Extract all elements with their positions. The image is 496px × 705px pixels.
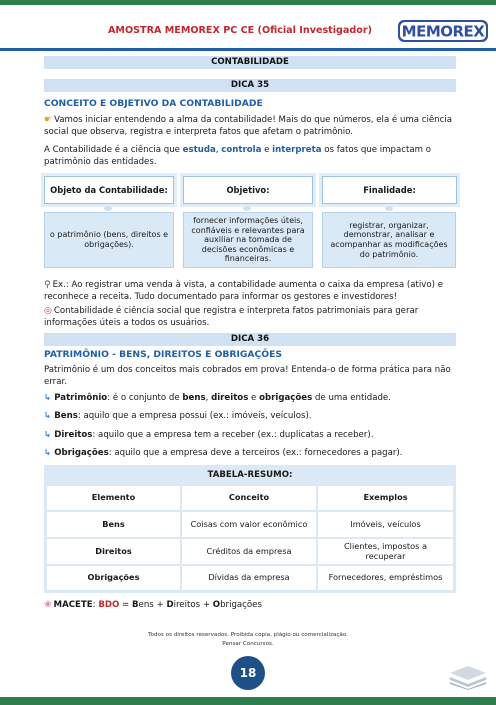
dica36-bar: DICA 36 (44, 333, 456, 346)
table-header-conceito: Conceito (182, 486, 316, 510)
dica35-intro (44, 115, 456, 138)
dica36-intro: Patrimônio é um dos conceitos mais cobrados em prova! Entenda-o de forma prática para não errar. (44, 365, 451, 387)
macete-letter-b: B (131, 600, 139, 610)
target-icon: ◎ (44, 306, 52, 316)
dica35-definition (44, 145, 456, 168)
table-cell: Dívidas da empresa (182, 566, 316, 590)
table-cell: Obrigações (47, 566, 180, 590)
card-connector (104, 206, 112, 211)
def-sep-1: , (215, 145, 222, 155)
macete-plus: + (200, 600, 213, 610)
item-label: Bens (54, 411, 78, 421)
card-objetivo-body: fornecer informações úteis, confiáveis e relevantes para auxiliar na tomada de decisões econômicas e financeiras. (183, 212, 313, 268)
card-objeto-title: Objeto da Contabilidade: (44, 176, 174, 204)
def-post: os fatos que impactam o patrimônio das entidades. (44, 145, 431, 167)
macete-word-rest: ireitos (173, 600, 201, 610)
macete-plus: + (153, 600, 167, 610)
branch-arrow-icon: ↳ (44, 448, 52, 458)
card-finalidade-body: registrar, organizar, demonstrar, analisar e acompanhar as modificações do patrimônio. (322, 212, 456, 268)
table-header-exemplos: Exemplos (318, 486, 453, 510)
macete-colon: : (92, 600, 99, 610)
table-cell: Fornecedores, empréstimos (318, 566, 453, 590)
def-word-interpreta: interpreta (272, 145, 322, 155)
header-rule (0, 48, 496, 51)
card-connector (243, 206, 251, 211)
table-cell: Bens (47, 512, 180, 537)
item-label: Obrigações (54, 448, 109, 458)
item-text: : aquilo que a empresa deve a terceiros (ex.: fornecedores a pagar). (108, 448, 403, 458)
dica36-heading: PATRIMÔNIO - BENS, DIREITOS E OBRIGAÇÕES (44, 349, 282, 360)
section-bar: CONTABILIDADE (44, 56, 456, 69)
macete-word-rest: brigações (220, 600, 262, 610)
page-number: 18 (231, 656, 265, 690)
item-text: de uma entidade. (312, 393, 391, 403)
dica35-example-text: Ex.: Ao registrar uma venda à vista, a contabilidade aumenta o caixa da empresa (ativo) e reconhece a receita. Tudo documentado para informar os gestores e investidores! (44, 280, 443, 302)
branch-arrow-icon: ↳ (44, 411, 52, 421)
item-text: : aquilo que a empresa possui (ex.: imóveis, veículos). (77, 411, 312, 421)
item-bold-direitos: direitos (211, 393, 249, 403)
def-word-controla: controla (221, 145, 262, 155)
table-cell: Créditos da empresa (182, 539, 316, 564)
table-cell: Coisas com valor econômico (182, 512, 316, 537)
dica35-heading: CONCEITO E OBJETIVO DA CONTABILIDADE (44, 98, 263, 109)
item-text: : aquilo que a empresa tem a receber (ex.: duplicatas a receber). (92, 430, 374, 440)
document-title: AMOSTRA MEMOREX PC CE (Oficial Investigador) (108, 25, 372, 36)
dica35-bar: DICA 35 (44, 79, 456, 92)
card-finalidade-title: Finalidade: (322, 176, 457, 204)
def-sep-2: e (261, 145, 273, 155)
table-title: TABELA-RESUMO: (207, 470, 293, 480)
card-connector (385, 206, 393, 211)
item-label: Patrimônio (54, 393, 108, 403)
footer-brand: Pensar Concursos. (222, 641, 274, 647)
dica35-summary-text: Contabilidade é ciência social que registra e interpreta fatos patrimoniais para gerar informações úteis a todos os usuários. (44, 306, 419, 328)
table-header-elemento: Elemento (47, 486, 180, 510)
brain-icon: ❀ (44, 600, 52, 610)
macete-label: MACETE (53, 600, 93, 610)
macete-letter-o: O (212, 600, 221, 610)
stacked-layers-icon (448, 664, 488, 690)
card-objeto-body: o patrimônio (bens, direitos e obrigações). (44, 212, 174, 268)
item-sep: e (248, 393, 260, 403)
def-pre: A Contabilidade é a ciência que (44, 145, 183, 155)
magnifier-icon: ⚲ (44, 280, 51, 290)
item-bens (44, 411, 456, 423)
bottom-green-bar (0, 697, 496, 705)
table-cell: Direitos (47, 539, 180, 564)
item-bold-bens: bens (182, 393, 206, 403)
macete-word-rest: ens (138, 600, 154, 610)
memorex-logo (397, 14, 489, 48)
item-obrigacoes (44, 448, 456, 460)
dica35-summary (44, 306, 456, 329)
branch-arrow-icon: ↳ (44, 430, 52, 440)
macete-equals: = (119, 600, 132, 610)
top-green-bar (0, 0, 496, 5)
hand-pointing-icon: ☛ (44, 115, 53, 125)
item-text: : é o conjunto de (107, 393, 183, 403)
branch-arrow-icon: ↳ (44, 393, 52, 403)
macete-line (44, 600, 456, 612)
logo-text: MEMOREX (401, 22, 485, 41)
item-label: Direitos (54, 430, 93, 440)
table-cell: Clientes, impostos a recuperar (318, 539, 453, 564)
footer-rights: Todos os direitos reservados. Proibida cópia, plágio ou comercialização. (148, 632, 348, 638)
item-bold-obrigacoes: obrigações (259, 393, 313, 403)
card-objetivo-title: Objetivo: (183, 176, 313, 204)
summary-table (44, 465, 456, 593)
item-patrimonio (44, 393, 456, 405)
table-cell: Imóveis, veículos (318, 512, 453, 537)
macete-letter-d: D (166, 600, 174, 610)
dica35-intro-text: Vamos iniciar entendendo a alma da contabilidade! Mais do que números, ela é uma ciência social que observa, registra e interpreta fatos que afetam o patrimônio. (44, 115, 452, 137)
macete-acronym: BDO (98, 600, 120, 610)
item-sep: , (205, 393, 212, 403)
def-word-estuda: estuda (182, 145, 216, 155)
dica35-example (44, 280, 456, 303)
item-direitos (44, 430, 456, 442)
